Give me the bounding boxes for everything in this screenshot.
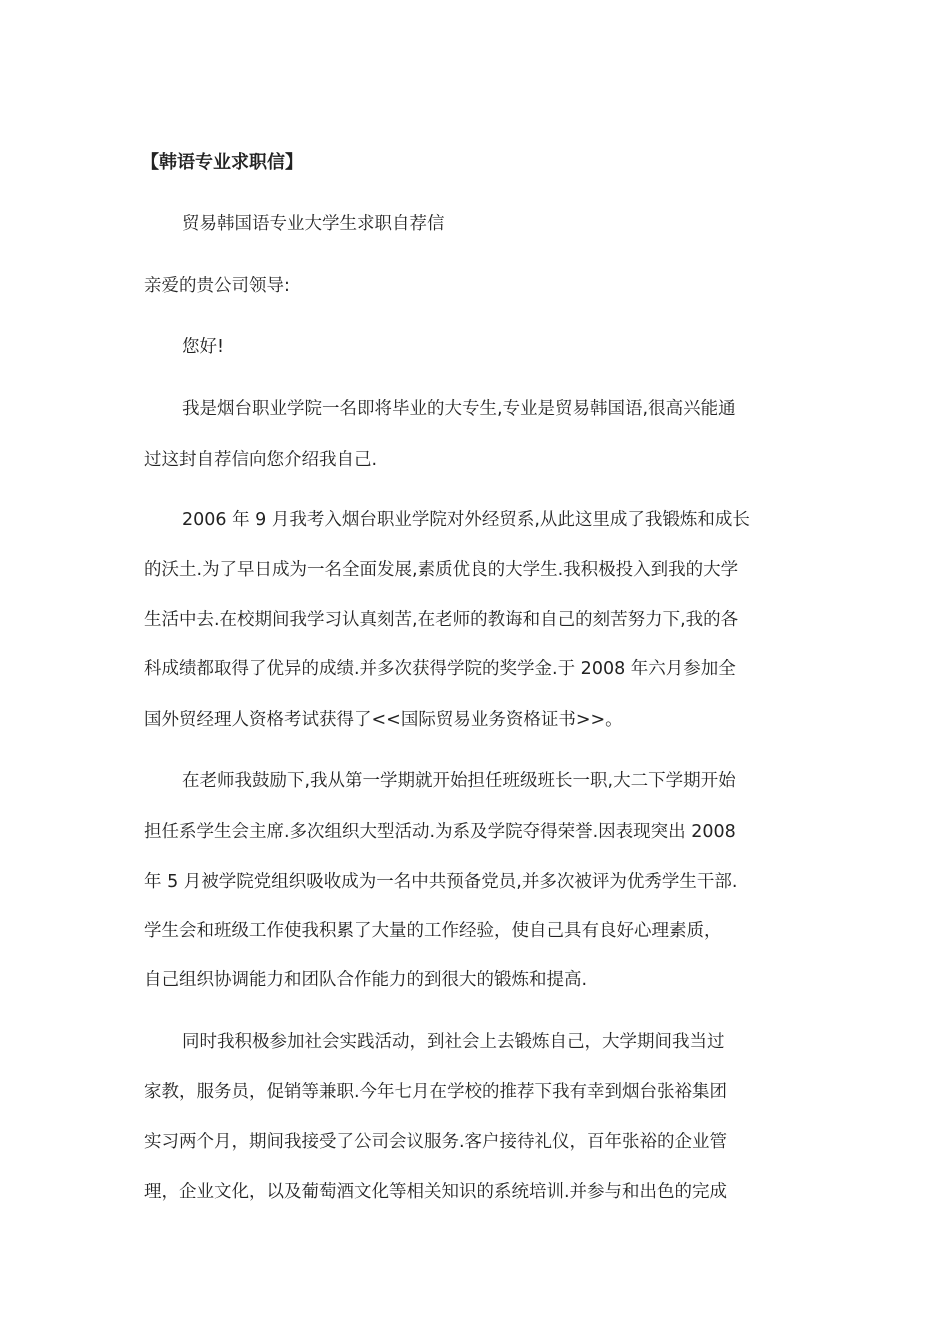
greeting: 您好! bbox=[182, 337, 225, 357]
paragraph-line: 生活中去.在校期间我学习认真刻苦,在老师的教诲和自己的刻苦努力下,我的各 bbox=[144, 610, 739, 630]
paragraph-line: 自己组织协调能力和团队合作能力的到很大的锻炼和提高. bbox=[144, 970, 588, 990]
document-subtitle: 贸易韩国语专业大学生求职自荐信 bbox=[182, 214, 445, 234]
salutation: 亲爱的贵公司领导: bbox=[144, 276, 290, 296]
paragraph-line: 2006 年 9 月我考入烟台职业学院对外经贸系,从此这里成了我锻炼和成长 bbox=[182, 510, 750, 530]
paragraph-line: 家教，服务员，促销等兼职.今年七月在学校的推荐下我有幸到烟台张裕集团 bbox=[144, 1082, 728, 1102]
paragraph-line: 年 5 月被学院党组织吸收成为一名中共预备党员,并多次被评为优秀学生干部. bbox=[144, 872, 738, 892]
paragraph-line: 国外贸经理人资格考试获得了<<国际贸易业务资格证书>>。 bbox=[144, 710, 623, 730]
paragraph-line: 在老师我鼓励下,我从第一学期就开始担任班级班长一职,大二下学期开始 bbox=[182, 771, 736, 791]
document-title: 【韩语专业求职信】 bbox=[141, 152, 303, 173]
paragraph-line: 学生会和班级工作使我积累了大量的工作经验，使自己具有良好心理素质， bbox=[144, 921, 722, 941]
paragraph-line: 理，企业文化，以及葡萄酒文化等相关知识的系统培训.并参与和出色的完成 bbox=[144, 1182, 728, 1202]
paragraph-line: 实习两个月，期间我接受了公司会议服务.客户接待礼仪，百年张裕的企业管 bbox=[144, 1132, 728, 1152]
paragraph-line: 过这封自荐信向您介绍我自己. bbox=[144, 450, 378, 470]
paragraph-line: 科成绩都取得了优异的成绩.并多次获得学院的奖学金.于 2008 年六月参加全 bbox=[144, 659, 736, 679]
paragraph-line: 担任系学生会主席.多次组织大型活动.为系及学院夺得荣誉.因表现突出 2008 bbox=[144, 822, 736, 842]
paragraph-line: 同时我积极参加社会实践活动，到社会上去锻炼自己，大学期间我当过 bbox=[182, 1032, 725, 1052]
paragraph-line: 我是烟台职业学院一名即将毕业的大专生,专业是贸易韩国语,很高兴能通 bbox=[182, 399, 736, 419]
paragraph-line: 的沃土.为了早日成为一名全面发展,素质优良的大学生.我积极投入到我的大学 bbox=[144, 560, 739, 580]
